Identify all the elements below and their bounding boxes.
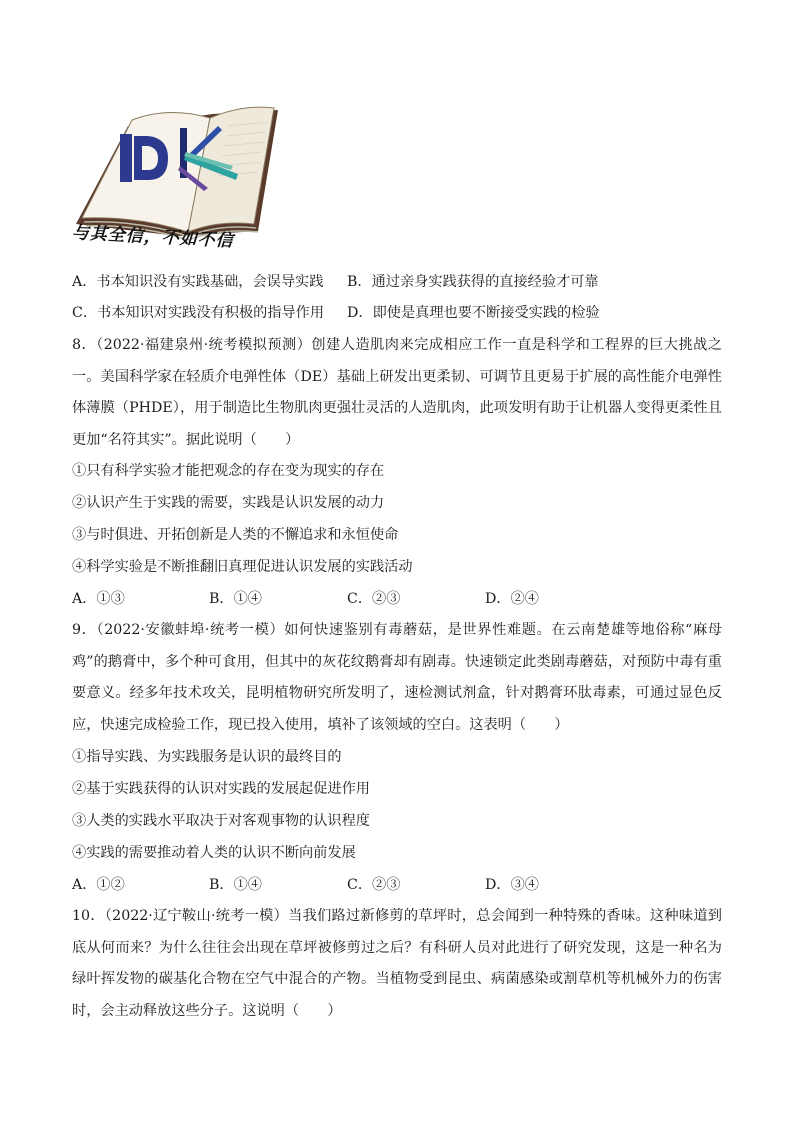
q10-stem: 10．（2022·辽宁鞍山·统考一模）当我们路过新修剪的草坪时，总会闻到一种特殊的香味。这种味道到底从何而来？为什么往往会出现在草坪被修剪过之后？有科研人员对此进行了研究发现，这是一种名为绿叶挥发物的碳基化合物在空气中混合的产物。当植物受到昆虫、病菌感染或割草机等机械外力的伤害时，会主动释放这些分子。这说明（ ）	[72, 908, 722, 1019]
q9-item-2: ②基于实践获得的认识对实践的发展起促进作用	[72, 781, 370, 797]
q8-item-4: ④科学实验是不断推翻旧真理促进认识发展的实践活动	[72, 559, 413, 575]
q9-option-d: D．③④	[485, 877, 539, 893]
figure-caption: 与其全信，不如不信	[71, 223, 235, 252]
q8-option-d: D．②④	[485, 591, 539, 607]
q7-option-c: C．书本知识对实践没有积极的指导作用	[72, 305, 325, 321]
q7-option-d: D．即使是真理也要不断接受实践的检验	[347, 305, 600, 321]
q7-option-a: A．书本知识没有实践基础，会误导实践	[72, 274, 324, 290]
q8-option-b: B．①④	[209, 591, 262, 607]
q8-item-3: ③与时俱进、开拓创新是人类的不懈追求和永恒使命	[72, 527, 399, 543]
q9-item-1: ①指导实践、为实践服务是认识的最终目的	[72, 749, 342, 765]
q9-option-a: A．①②	[72, 877, 125, 893]
q9-item-3: ③人类的实践水平取决于对客观事物的认识程度	[72, 813, 370, 829]
q8-option-a: A．①③	[72, 591, 125, 607]
q9-option-c: C．②③	[347, 877, 401, 893]
q9-stem: 9．（2022·安徽蚌埠·统考一模）如何快速鉴别有毒蘑菇，是世界性难题。在云南楚雄等地俗称“麻母鸡”的鹅膏中，多个种可食用，但其中的灰花纹鹅膏却有剧毒。快速锁定此类剧毒蘑菇，对预防中毒有重要意义。经多年技术攻关，昆明植物研究所发明了，速检测试剂盒，针对鹅膏环肽毒素，可通过显色反应，快速完成检验工作，现已投入使用，填补了该领域的空白。这表明（ ）	[72, 622, 722, 733]
q8-option-c: C．②③	[347, 591, 401, 607]
q8-stem: 8．（2022·福建泉州·统考模拟预测）创建人造肌肉来完成相应工作一直是科学和工程界的巨大挑战之一。美国科学家在轻质介电弹性体（DE）基础上研发出更柔韧、可调节且更易于扩展的高性能介电弹性体薄膜（PHDE），用于制造比生物肌肉更强壮灵活的人造肌肉，此项发明有助于让机器人变得更柔性且更加“名符其实”。据此说明（ ）	[72, 337, 722, 448]
q9-option-b: B．①④	[209, 877, 262, 893]
q8-item-2: ②认识产生于实践的需要，实践是认识发展的动力	[72, 495, 385, 511]
q8-item-1: ①只有科学实验才能把观念的存在变为现实的存在	[72, 463, 385, 479]
q9-item-4: ④实践的需要推动着人类的认识不断向前发展	[72, 845, 356, 861]
q7-option-b: B．通过亲身实践获得的直接经验才可靠	[347, 274, 599, 290]
